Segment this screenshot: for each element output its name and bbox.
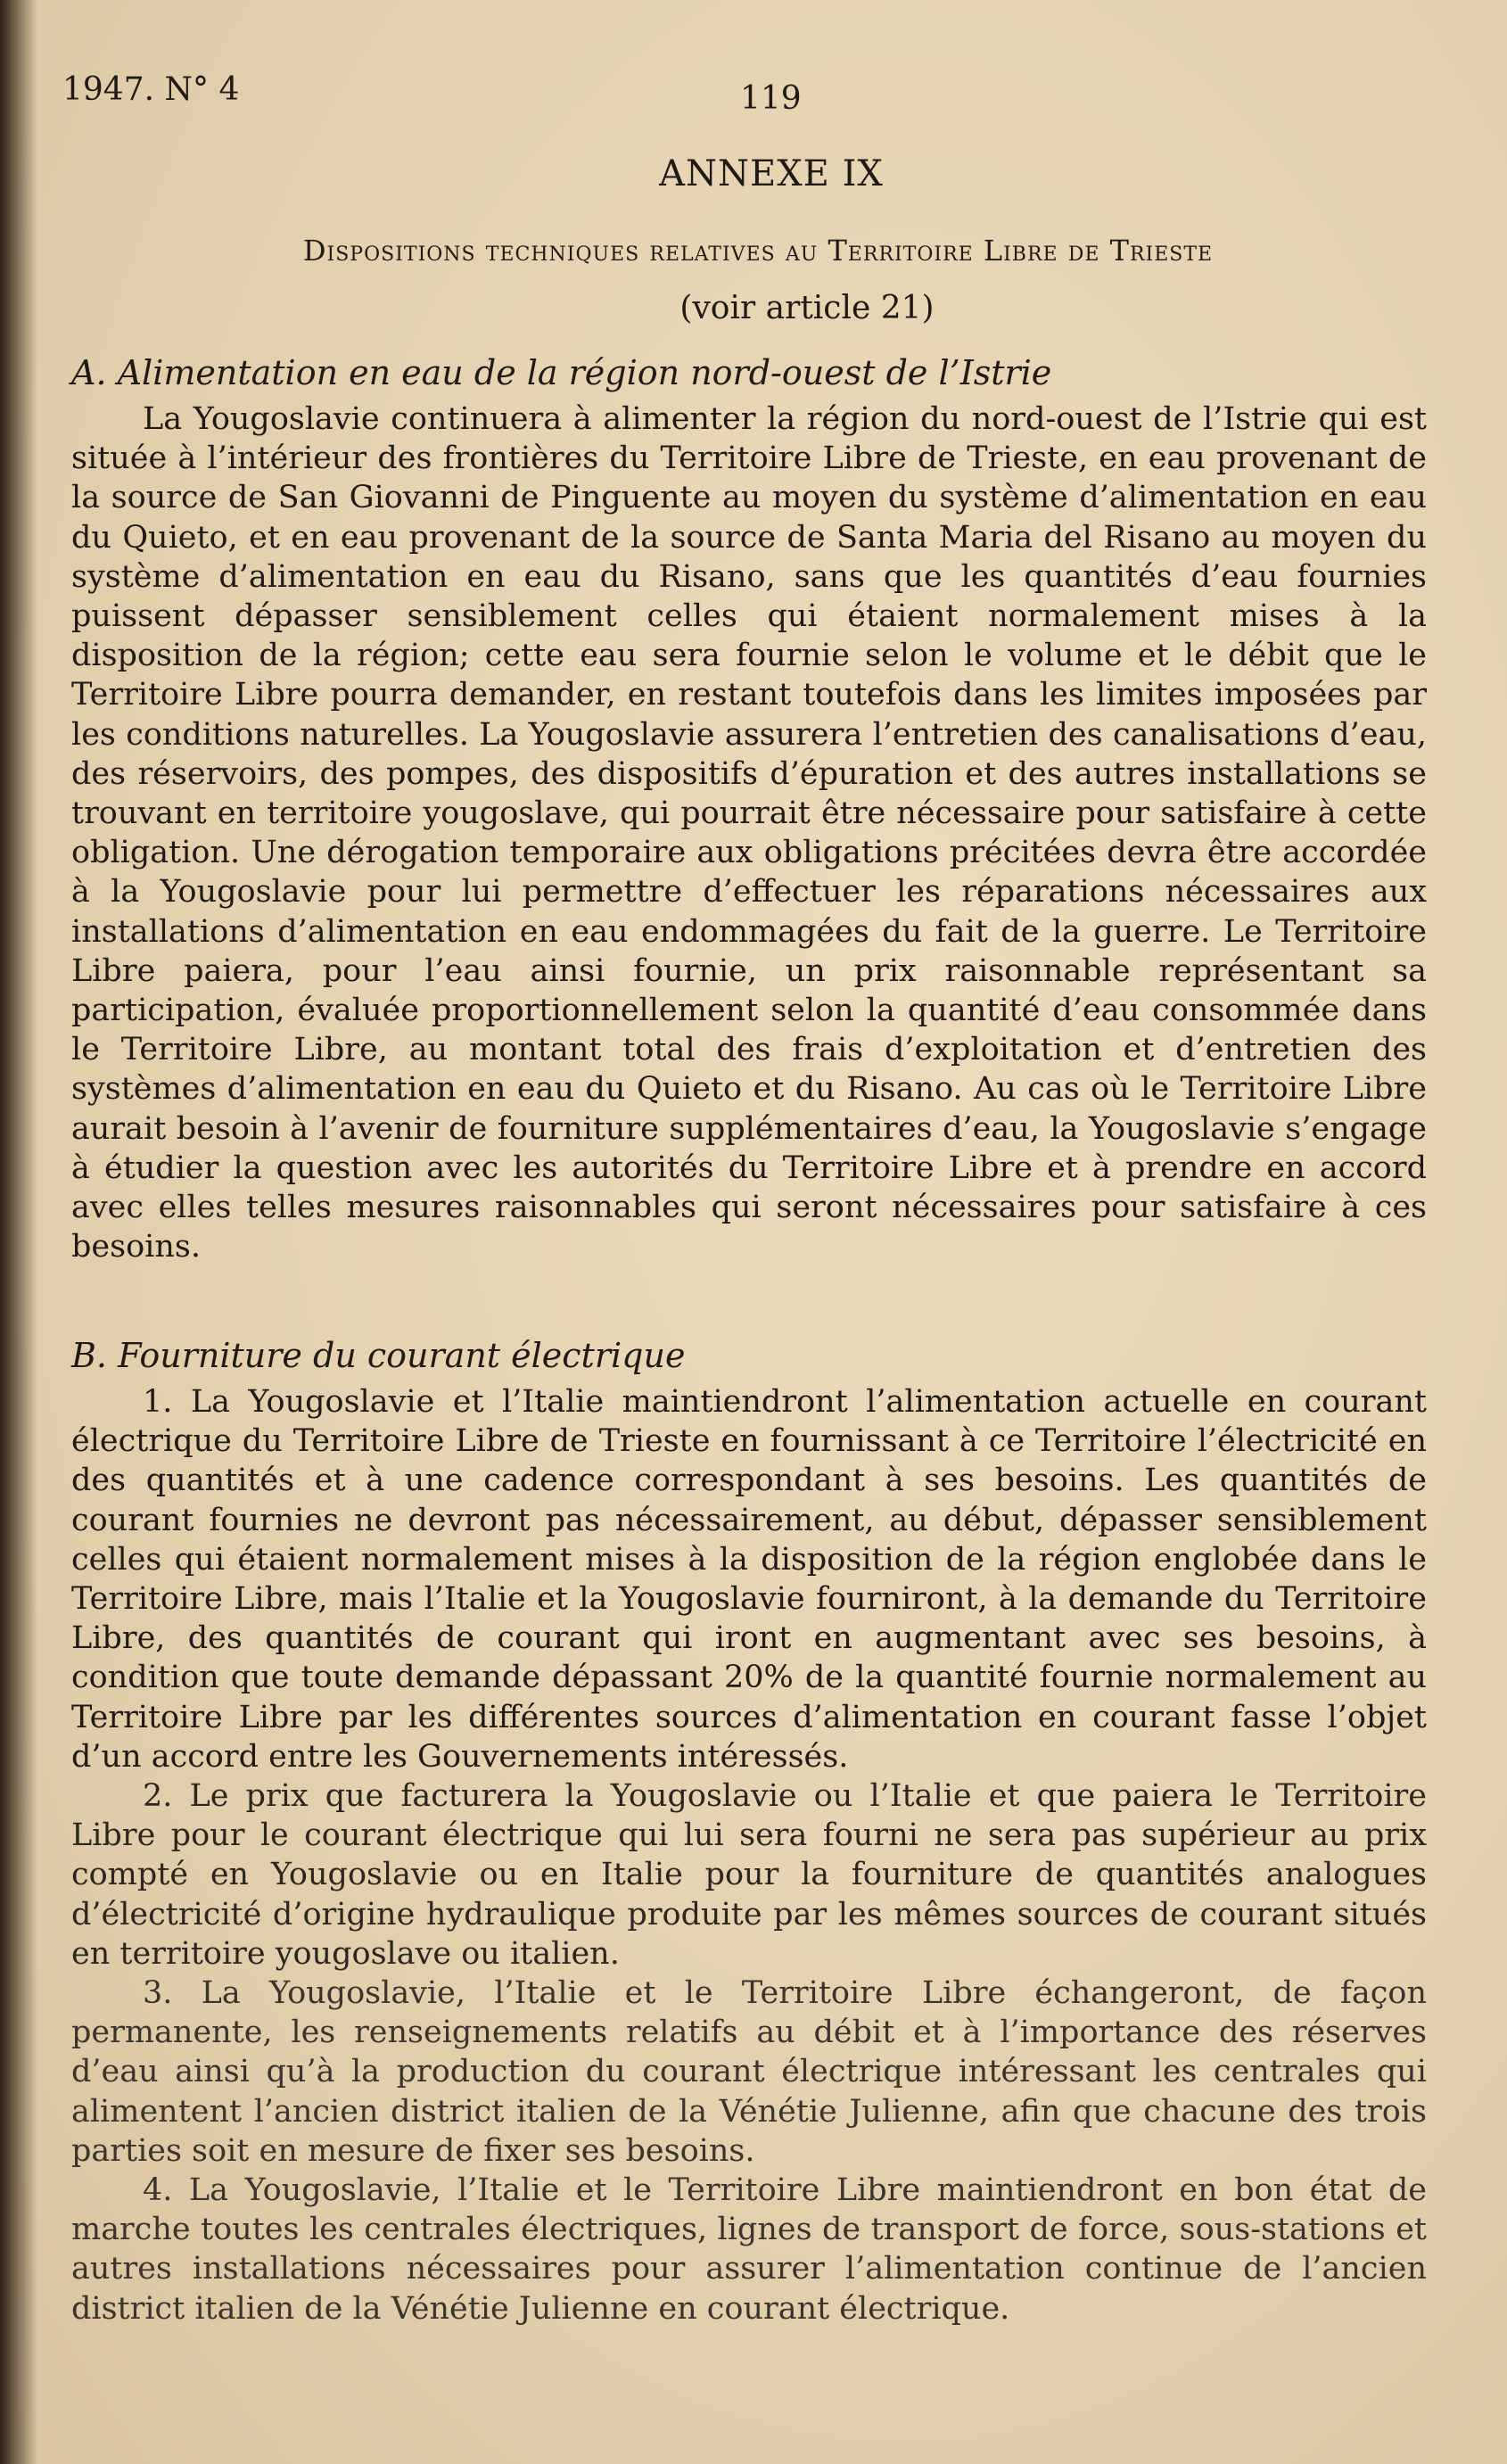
page-number: 119 — [740, 80, 802, 117]
section-water-supply — [71, 346, 1427, 1266]
binding-shadow — [0, 0, 37, 2464]
section-b-paragraph-3: 3. La Yougoslavie, l’Italie et le Territoire Libre échangeront, de façon permanente, les renseignements relatifs au débit et à l’importance des réserves d’eau ainsi qu’à la production du courant électrique intéressant les centrales qui alimentent l’ancien district italien de la Vénétie Julienne, afin que chacune des trois parties soit en mesure de fixer ses besoins. — [71, 1975, 1427, 2169]
section-heading-b: B. Fourniture du courant électrique — [71, 1336, 686, 1375]
section-b-paragraph-2: 2. Le prix que facturera la Yougoslavie ou l’Italie et que paiera le Territoire Libre pour le courant électrique qui lui sera fourni ne sera pas supérieur au prix compté en Yougoslavie ou en Italie pour la fourniture de quantités analogues d’électricité d’origine hydraulique produite par les mêmes sources de courant situés en territoire yougoslave ou italien. — [71, 1778, 1427, 1972]
annex-subtitle: Dispositions techniques relatives au Territoire Libre de Trieste — [302, 234, 1214, 268]
article-reference: (voir article 21) — [679, 290, 935, 326]
section-b-paragraph-1: 1. La Yougoslavie et l’Italie maintiendront l’alimentation actuelle en courant électrique du Territoire Libre de Trieste en fournissant à ce Territoire l’électricité en des quantités et à une cadence correspondant à ses besoins. Les quantités de courant fournies ne devront pas nécessairement, au début, dépasser sensiblement celles qui étaient normalement mises à la disposition de la région englobée dans le Territoire Libre, mais l’Italie et la Yougoslavie fourniront, à la demande du Territoire Libre, des quantités de courant qui iront en augmentant avec ses besoins, à condition que toute demande dépassant 20% de la quantité fournie normalement au Territoire Libre par les différentes sources d’alimentation en courant fasse l’objet d’un accord entre les Gouvernements intéressés. — [71, 1384, 1427, 1775]
section-electricity-supply — [71, 1329, 1427, 2328]
section-b-paragraph-4: 4. La Yougoslavie, l’Italie et le Territoire Libre maintiendront en bon état de marche toutes les centrales électriques, lignes de transport de force, sous-stations et autres installations nécessaires pour assurer l’alimentation continue de l’ancien district italien de la Vénétie Julienne en courant électrique. — [71, 2172, 1427, 2327]
section-a-paragraph: La Yougoslavie continuera à alimenter la région du nord-ouest de l’Istrie qui est située à l’intérieur des frontières du Territoire Libre de Trieste, en eau provenant de la source de San Giovanni de Pinguente au moyen du système d’alimentation en eau du Quieto, et en eau provenant de la source de Santa Maria del Risano au moyen du système d’alimentation en eau du Risano, sans que les quantités d’eau fournies puissent dépasser sensiblement celles qui étaient normalement mises à la disposition de la région; cette eau sera fournie selon le volume et le débit que le Territoire Libre pourra demander, en restant toutefois dans les limites imposées par les conditions naturelles. La Yougoslavie assurera l’entretien des canalisations d’eau, des réservoirs, des pompes, des dispositifs d’épuration et des autres installations se trouvant en territoire yougoslave, qui pourrait être nécessaire pour satisfaire à cette obligation. Une dérogation temporaire aux obligations précitées devra être accordée à la Yougoslavie pour lui permettre d’effectuer les réparations nécessaires aux installations d’alimentation en eau endommagées du fait de la guerre. Le Territoire Libre paiera, pour l’eau ainsi fournie, un prix raisonnable représentant sa participation, évaluée proportionnellement selon la quantité d’eau consommée dans le Territoire Libre, au montant total des frais d’exploitation et d’entretien des systèmes d’alimentation en eau du Quieto et du Risano. Au cas où le Territoire Libre aurait besoin à l’avenir de fourniture supplémentaires d’eau, la Yougoslavie s’engage à étudier la question avec les autorités du Territoire Libre et à prendre en accord avec elles telles mesures raisonnables qui seront nécessaires pour satisfaire à ces besoins. — [71, 401, 1427, 1265]
section-heading-a: A. Alimentation en eau de la région nord-ouest de l’Istrie — [71, 353, 1052, 392]
annex-title: ANNEXE IX — [659, 153, 884, 194]
issue-label: 1947. N° 4 — [62, 71, 240, 108]
